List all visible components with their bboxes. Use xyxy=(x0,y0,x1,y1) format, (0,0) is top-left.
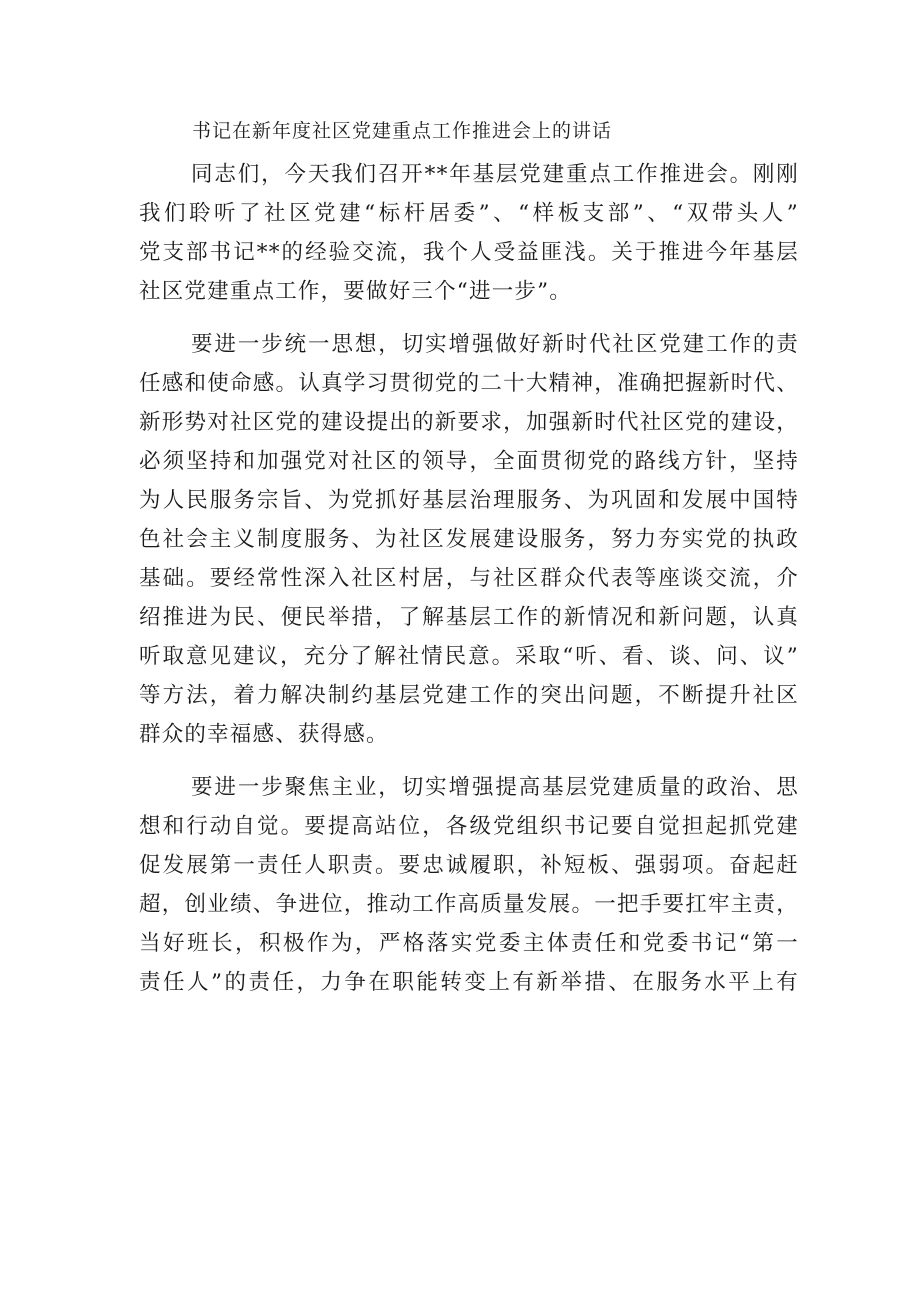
paragraph-line: 色社会主义制度服务、为社区发展建设服务，努力夯实党的执政 xyxy=(139,527,799,552)
paragraph-line: 基础。要经常性深入社区村居，与社区群众代表等座谈交流，介 xyxy=(139,566,799,591)
paragraph-line: 当好班长，积极作为，严格落实党委主体责任和党委书记“第一 xyxy=(139,931,799,956)
document-body xyxy=(139,155,799,1016)
paragraph-line: 新形势对社区党的建设提出的新要求，加强新时代社区党的建设， xyxy=(139,410,799,435)
paragraph-line: 同志们，今天我们召开**年基层党建重点工作推进会。刚刚 xyxy=(191,162,799,187)
document-title: 书记在新年度社区党建重点工作推进会上的讲话 xyxy=(192,120,613,142)
body-paragraph xyxy=(139,768,799,1002)
body-paragraph xyxy=(139,325,799,754)
paragraph-line: 必须坚持和加强党对社区的领导，全面贯彻党的路线方针，坚持 xyxy=(139,449,799,474)
paragraph-line: 党支部书记**的经验交流，我个人受益匪浅。关于推进今年基层 xyxy=(139,240,799,265)
paragraph-line: 责任人”的责任，力争在职能转变上有新举措、在服务水平上有 xyxy=(139,970,799,995)
paragraph-line: 促发展第一责任人职责。要忠诚履职，补短板、强弱项。奋起赶 xyxy=(139,853,799,878)
paragraph-line: 绍推进为民、便民举措，了解基层工作的新情况和新问题，认真 xyxy=(139,605,799,630)
paragraph-line: 想和行动自觉。要提高站位，各级党组织书记要自觉担起抓党建 xyxy=(139,814,799,839)
paragraph-line: 等方法，着力解决制约基层党建工作的突出问题，不断提升社区 xyxy=(139,683,799,708)
paragraph-line: 我们聆听了社区党建“标杆居委”、“样板支部”、“双带头人” xyxy=(139,201,799,226)
paragraph-line: 群众的幸福感、获得感。 xyxy=(139,722,389,747)
paragraph-line: 任感和使命感。认真学习贯彻党的二十大精神，准确把握新时代、 xyxy=(139,371,799,396)
paragraph-line: 为人民服务宗旨、为党抓好基层治理服务、为巩固和发展中国特 xyxy=(139,488,799,513)
paragraph-line: 要进一步统一思想，切实增强做好新时代社区党建工作的责 xyxy=(191,332,799,357)
paragraph-line: 要进一步聚焦主业，切实增强提高基层党建质量的政治、思 xyxy=(191,775,799,800)
paragraph-line: 超，创业绩、争进位，推动工作高质量发展。一把手要扛牢主责， xyxy=(139,892,799,917)
paragraph-line: 听取意见建议，充分了解社情民意。采取“听、看、谈、问、议” xyxy=(139,644,799,669)
body-paragraph xyxy=(139,155,799,311)
paragraph-line: 社区党建重点工作，要做好三个“进一步”。 xyxy=(139,279,572,304)
